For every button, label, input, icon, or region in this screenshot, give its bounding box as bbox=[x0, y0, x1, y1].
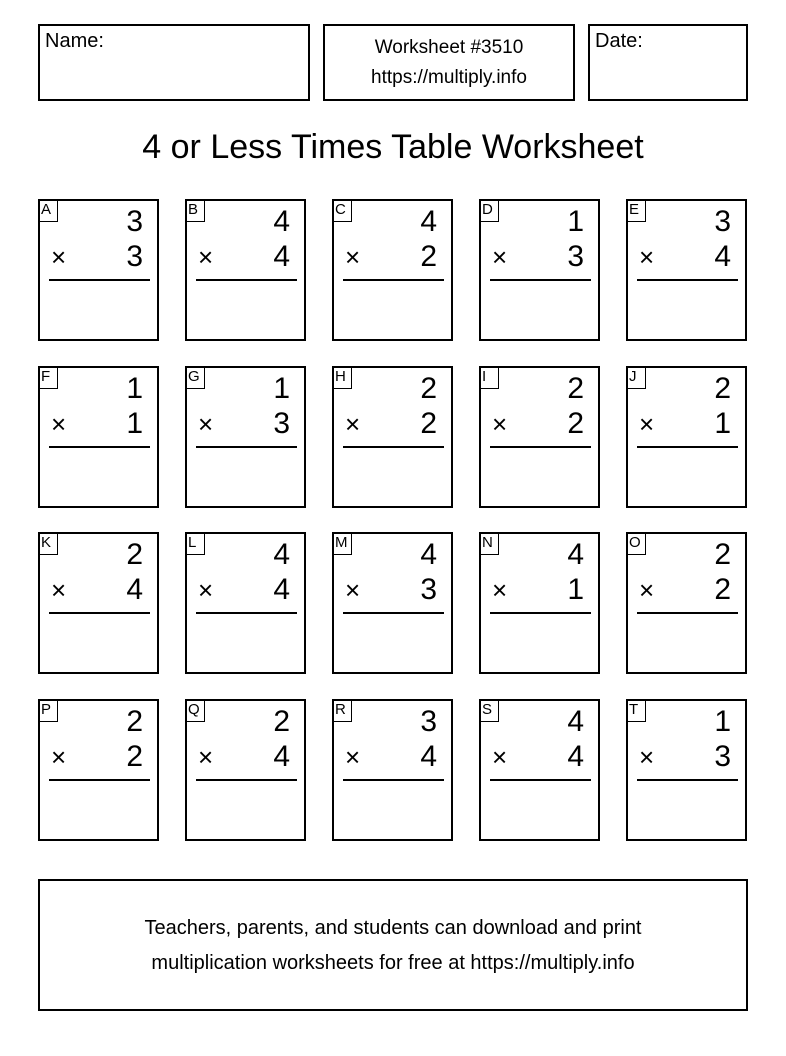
problem-letter: R bbox=[333, 700, 352, 722]
multiplicand: 2 bbox=[567, 372, 584, 405]
multiplicand: 1 bbox=[273, 372, 290, 405]
problem-letter: P bbox=[39, 700, 58, 722]
answer-line bbox=[637, 612, 738, 614]
multiply-sign: × bbox=[639, 242, 655, 272]
problem-letter: M bbox=[333, 533, 352, 555]
answer-line bbox=[49, 279, 150, 281]
multiply-sign: × bbox=[51, 742, 67, 772]
multiplicand: 4 bbox=[273, 538, 290, 571]
multiplicand: 2 bbox=[714, 372, 731, 405]
multiplicand: 1 bbox=[567, 205, 584, 238]
website-link[interactable]: https://multiply.info bbox=[371, 67, 527, 88]
footer-text-line-1: Teachers, parents, and students can download and print bbox=[144, 917, 642, 939]
problem-letter: E bbox=[627, 200, 646, 222]
problem-card[interactable] bbox=[38, 366, 159, 508]
multiplicand: 2 bbox=[126, 705, 143, 738]
problem-letter: O bbox=[627, 533, 646, 555]
answer-line bbox=[490, 446, 591, 448]
multiplicand: 3 bbox=[420, 705, 437, 738]
multiplicand: 2 bbox=[420, 372, 437, 405]
multiplicand: 1 bbox=[714, 705, 731, 738]
multiplier: 3 bbox=[420, 573, 437, 606]
multiplier: 2 bbox=[420, 407, 437, 440]
multiplier: 4 bbox=[420, 740, 437, 773]
multiplicand: 4 bbox=[420, 538, 437, 571]
multiplier: 2 bbox=[126, 740, 143, 773]
multiplicand: 4 bbox=[567, 705, 584, 738]
multiplier: 4 bbox=[273, 240, 290, 273]
answer-line bbox=[49, 612, 150, 614]
multiplier: 1 bbox=[126, 407, 143, 440]
name-field-box[interactable] bbox=[38, 24, 310, 101]
problem-card[interactable] bbox=[38, 199, 159, 341]
multiply-sign: × bbox=[345, 242, 361, 272]
answer-line bbox=[49, 779, 150, 781]
answer-line bbox=[637, 446, 738, 448]
multiplicand: 4 bbox=[420, 205, 437, 238]
multiplier: 1 bbox=[714, 407, 731, 440]
problem-letter: B bbox=[186, 200, 205, 222]
multiplier: 3 bbox=[126, 240, 143, 273]
problem-letter: K bbox=[39, 533, 58, 555]
multiplicand: 3 bbox=[714, 205, 731, 238]
multiplier: 3 bbox=[567, 240, 584, 273]
answer-line bbox=[490, 779, 591, 781]
multiplicand: 1 bbox=[126, 372, 143, 405]
problem-card[interactable] bbox=[479, 699, 600, 841]
problem-card[interactable] bbox=[626, 366, 747, 508]
problem-card[interactable] bbox=[479, 199, 600, 341]
problem-card[interactable] bbox=[626, 699, 747, 841]
problem-card[interactable] bbox=[185, 199, 306, 341]
problem-card[interactable] bbox=[332, 699, 453, 841]
problem-letter: A bbox=[39, 200, 58, 222]
name-label: Name: bbox=[45, 30, 104, 52]
multiply-sign: × bbox=[345, 575, 361, 605]
problem-card[interactable] bbox=[332, 199, 453, 341]
answer-line bbox=[343, 612, 444, 614]
problem-card[interactable] bbox=[332, 366, 453, 508]
problem-card[interactable] bbox=[185, 699, 306, 841]
multiplicand: 3 bbox=[126, 205, 143, 238]
problem-letter: F bbox=[39, 367, 58, 389]
problem-card[interactable] bbox=[479, 532, 600, 674]
multiply-sign: × bbox=[198, 242, 214, 272]
multiplicand: 2 bbox=[273, 705, 290, 738]
answer-line bbox=[196, 612, 297, 614]
answer-line bbox=[343, 779, 444, 781]
multiplier: 4 bbox=[567, 740, 584, 773]
answer-line bbox=[196, 446, 297, 448]
multiply-sign: × bbox=[345, 409, 361, 439]
problem-card[interactable] bbox=[626, 532, 747, 674]
multiply-sign: × bbox=[492, 575, 508, 605]
multiply-sign: × bbox=[198, 409, 214, 439]
answer-line bbox=[637, 279, 738, 281]
problem-card[interactable] bbox=[185, 532, 306, 674]
multiply-sign: × bbox=[198, 742, 214, 772]
worksheet-info-box bbox=[323, 24, 575, 101]
date-field-box[interactable] bbox=[588, 24, 748, 101]
multiply-sign: × bbox=[492, 242, 508, 272]
problem-letter: N bbox=[480, 533, 499, 555]
multiplier: 3 bbox=[714, 740, 731, 773]
answer-line bbox=[343, 279, 444, 281]
problem-letter: G bbox=[186, 367, 205, 389]
page-title: 4 or Less Times Table Worksheet bbox=[142, 128, 644, 166]
multiplier: 4 bbox=[273, 573, 290, 606]
date-label: Date: bbox=[595, 30, 643, 52]
multiplier: 1 bbox=[567, 573, 584, 606]
multiply-sign: × bbox=[639, 409, 655, 439]
multiplier: 2 bbox=[714, 573, 731, 606]
problem-letter: C bbox=[333, 200, 352, 222]
multiplier: 2 bbox=[567, 407, 584, 440]
problem-letter: D bbox=[480, 200, 499, 222]
multiplier: 3 bbox=[273, 407, 290, 440]
multiply-sign: × bbox=[51, 242, 67, 272]
multiply-sign: × bbox=[639, 742, 655, 772]
multiplier: 2 bbox=[420, 240, 437, 273]
answer-line bbox=[196, 279, 297, 281]
multiplicand: 2 bbox=[714, 538, 731, 571]
multiplicand: 4 bbox=[273, 205, 290, 238]
problem-letter: T bbox=[627, 700, 646, 722]
problem-letter: J bbox=[627, 367, 646, 389]
answer-line bbox=[490, 612, 591, 614]
problem-card[interactable] bbox=[185, 366, 306, 508]
multiply-sign: × bbox=[492, 742, 508, 772]
worksheet-number: Worksheet #3510 bbox=[374, 37, 524, 58]
footer-text-line-2: multiplication worksheets for free at https://multiply.info bbox=[151, 952, 635, 974]
multiplier: 4 bbox=[126, 573, 143, 606]
answer-line bbox=[637, 779, 738, 781]
multiply-sign: × bbox=[51, 409, 67, 439]
problem-letter: H bbox=[333, 367, 352, 389]
problem-card[interactable] bbox=[479, 366, 600, 508]
problem-card[interactable] bbox=[38, 532, 159, 674]
answer-line bbox=[490, 279, 591, 281]
multiply-sign: × bbox=[639, 575, 655, 605]
multiply-sign: × bbox=[345, 742, 361, 772]
problem-card[interactable] bbox=[332, 532, 453, 674]
multiply-sign: × bbox=[51, 575, 67, 605]
problem-letter: L bbox=[186, 533, 205, 555]
problem-letter: Q bbox=[186, 700, 205, 722]
answer-line bbox=[196, 779, 297, 781]
multiply-sign: × bbox=[492, 409, 508, 439]
multiplicand: 2 bbox=[126, 538, 143, 571]
answer-line bbox=[343, 446, 444, 448]
answer-line bbox=[49, 446, 150, 448]
problem-card[interactable] bbox=[626, 199, 747, 341]
multiply-sign: × bbox=[198, 575, 214, 605]
multiplier: 4 bbox=[714, 240, 731, 273]
multiplicand: 4 bbox=[567, 538, 584, 571]
problem-letter: S bbox=[480, 700, 499, 722]
multiplier: 4 bbox=[273, 740, 290, 773]
footer-box bbox=[38, 879, 748, 1011]
problem-letter: I bbox=[480, 367, 499, 389]
problem-card[interactable] bbox=[38, 699, 159, 841]
